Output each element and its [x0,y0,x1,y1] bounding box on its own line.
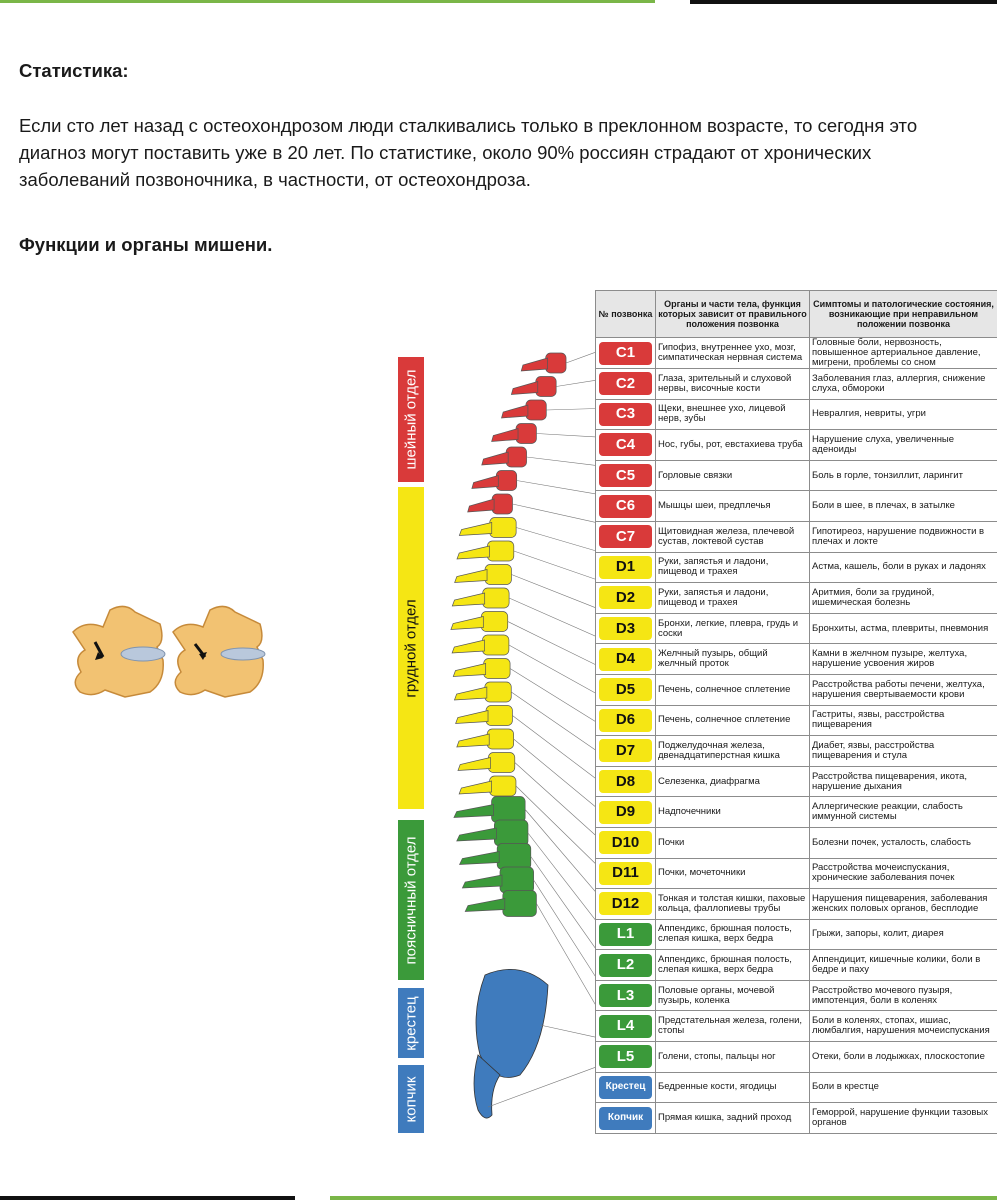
organs-cell: Печень, солнечное сплетение [656,705,810,736]
vertebra-badge: D9 [599,801,652,824]
organs-cell: Тонкая и толстая кишки, паховые кольца, фаллопиевы трубы [656,889,810,920]
organs-cell: Бедренные кости, ягодицы [656,1072,810,1103]
connector-line [509,598,598,637]
vertebra-badge: C2 [599,372,652,395]
vertebra-cell [596,889,656,920]
vertebra-cell [596,399,656,430]
organs-cell: Поджелудочная железа, двенадцатиперстная кишка [656,736,810,767]
vertebra-cell [596,613,656,644]
vertebra-body [484,659,510,679]
table-row [596,644,997,675]
table-row [596,889,997,920]
vertebra-process [462,875,502,888]
vertebra-body [481,612,507,632]
top-black-bar [690,0,997,4]
connector-line [534,880,598,981]
table-row [596,583,997,614]
sacrum-shape [476,969,548,1077]
symptoms-cell: Невралгия, невриты, угри [810,399,997,430]
bottom-black-bar [0,1196,295,1200]
vertebra-process [452,593,484,606]
vertebra-process [511,382,537,395]
vertebra-cell [596,491,656,522]
vertebra-cell [596,674,656,705]
symptoms-cell: Геморрой, нарушение функции тазовых органов [810,1103,997,1134]
table-row [596,460,997,491]
vertebra-badge: D11 [599,862,652,885]
connector-line [514,551,598,580]
symptoms-cell: Заболевания глаз, аллергия, снижение слуха, обмороки [810,369,997,400]
organs-cell: Почки, мочеточники [656,858,810,889]
vertebra-body [506,447,526,467]
connector-line [528,833,598,923]
vertebra-cell [596,858,656,889]
symptoms-cell: Боль в горле, тонзиллит, ларингит [810,460,997,491]
organs-cell: Голени, стопы, пальцы ног [656,1042,810,1073]
table-row [596,827,997,858]
connector-line [514,739,598,809]
vertebra-body [503,891,537,917]
vertebra-process [456,711,488,724]
organs-cell: Щитовидная железа, плечевой сустав, локтевой сустав [656,521,810,552]
vertebra-cell [596,338,656,369]
vertebra-body [492,797,526,823]
table-row [596,338,997,369]
table-row [596,766,997,797]
connector-line [566,351,598,363]
vertebra-badge: C7 [599,525,652,548]
vertebra-process [521,358,547,371]
symptoms-cell: Расстройство мочевого пузыря, импотенция, боли в коленях [810,980,997,1011]
connector-line [531,857,598,952]
vertebra-badge: D12 [599,892,652,915]
vertebra-cell [596,919,656,950]
vertebra-cell [596,644,656,675]
vertebra-body [488,753,514,773]
vertebra-cell [596,369,656,400]
connector-line [513,504,599,523]
vertebra-process [455,570,487,583]
symptoms-cell: Болезни почек, усталость, слабость [810,827,997,858]
table-row [596,430,997,461]
table-header-row [596,291,997,338]
vertebra-process [460,852,500,865]
symptoms-cell: Астма, кашель, боли в руках и ладонях [810,552,997,583]
vertebra-body [485,682,511,702]
vertebra-cell [596,521,656,552]
table-row [596,613,997,644]
header-symptoms: Симптомы и патологические состояния, возникающие при неправильном положении позвонка [810,291,997,338]
vertebra-body [546,353,566,373]
vertebra-process [457,734,489,747]
vertebra-cell [596,552,656,583]
connector-line [540,1025,598,1038]
label-coccyx-text: копчик [402,1076,420,1122]
organs-cell: Предстательная железа, голени, стопы [656,1011,810,1042]
table-row [596,674,997,705]
organs-cell: Половые органы, мочевой пузырь, коленка [656,980,810,1011]
vertebra-badge: D10 [599,831,652,854]
symptoms-cell: Боли в коленях, стопах, ишиас, люмбалгия, нарушения мочеиспускания [810,1011,997,1042]
vertebra-body [516,424,536,444]
connector-line [527,457,598,466]
table-row [596,858,997,889]
table-row [596,521,997,552]
organs-cell: Щеки, внешнее ухо, лицевой нерв, зубы [656,399,810,430]
connector-line [516,528,598,552]
vertebra-process [457,546,489,559]
vertebra-process [502,405,528,418]
connector-line [512,716,598,781]
table-row [596,369,997,400]
table-row [596,552,997,583]
connector-line [536,434,598,438]
vertebra-process [451,617,483,630]
organs-cell: Аппендикс, брюшная полость, слепая кишка, верх бедра [656,919,810,950]
connector-line [510,669,598,724]
symptoms-cell: Грыжи, запоры, колит, диарея [810,919,997,950]
organs-cell: Бронхи, легкие, плевра, грудь и соски [656,613,810,644]
vertebra-body [526,400,546,420]
organs-cell: Аппендикс, брюшная полость, слепая кишка, верх бедра [656,950,810,981]
vertebra-table [595,290,997,1134]
connector-line [509,645,598,695]
organs-cell: Селезенка, диафрагма [656,766,810,797]
label-thoracic-text: грудной отдел [402,598,420,698]
symptoms-cell: Нарушения пищеварения, заболевания женских половых органов, бесплодие [810,889,997,920]
vertebra-process [459,523,491,536]
statistics-line-1: Если сто лет назад с остеохондрозом люди сталкивались только в преклонном возрасте, то сегодня это [19,115,918,136]
organs-cell: Руки, запястья и ладони, пищевод и трахея [656,552,810,583]
vertebra-body [485,565,511,585]
symptoms-cell: Боли в шее, в плечах, в затылке [810,491,997,522]
header-vertebra: № позвонка [596,291,656,338]
vertebra-badge: L2 [599,954,652,977]
connector-line [525,810,598,895]
vertebra-cell [596,1103,656,1134]
spine-figure [0,285,997,1135]
vertebra-cell [596,827,656,858]
vertebra-body [496,471,516,491]
organs-cell: Глаза, зрительный и слуховой нервы, височные кости [656,369,810,400]
vertebra-badge: D3 [599,617,652,640]
symptoms-cell: Расстройства мочеиспускания, хронические заболевания почек [810,858,997,889]
vertebra-badge: D4 [599,648,652,671]
organs-cell: Печень, солнечное сплетение [656,674,810,705]
vertebra-process [468,499,494,512]
vertebra-process [492,429,518,442]
connector-line [517,481,598,495]
symptoms-cell: Расстройства работы печени, желтуха, нарушения свертываемости крови [810,674,997,705]
vertebra-process [472,476,498,489]
functions-heading: Функции и органы мишени. [19,234,273,255]
table-row [596,1042,997,1073]
vertebra-process [458,758,490,771]
vertebra-badge: D8 [599,770,652,793]
organs-cell: Надпочечники [656,797,810,828]
table-row [596,399,997,430]
vertebra-cell [596,460,656,491]
table-row [596,491,997,522]
vertebra-cell [596,430,656,461]
label-lumbar-text: поясничный отдел [402,836,420,964]
table-row [596,950,997,981]
vertebra-body [494,820,528,846]
vertebra-body [487,541,513,561]
vertebra-cell [596,705,656,736]
vertebra-cell [596,1011,656,1042]
vertebra-cell [596,736,656,767]
vertebra-badge: C4 [599,433,652,456]
connector-line [556,380,598,387]
vertebra-cell [596,766,656,797]
organs-cell: Нос, губы, рот, евстахиева труба [656,430,810,461]
vertebra-badge: C5 [599,464,652,487]
vertebra-process [454,805,494,818]
vertebra-process [453,664,485,677]
vertebra-badge: L3 [599,984,652,1007]
vertebra-badge: C6 [599,495,652,518]
symptoms-cell: Нарушение слуха, увеличенные аденоиды [810,430,997,461]
vertebra-badge: C1 [599,342,652,365]
vertebra-body [483,588,509,608]
vertebra-badge: D6 [599,709,652,732]
symptoms-cell: Гипотиреоз, нарушение подвижности в плечах и локте [810,521,997,552]
symptoms-cell: Расстройства пищеварения, икота, нарушение дыхания [810,766,997,797]
vertebra-badge: Крестец [599,1076,652,1099]
vertebra-body [490,776,516,796]
vertebra-process [457,828,497,841]
organs-cell: Почки [656,827,810,858]
symptoms-cell: Головные боли, нервозность, повышенное артериальное давление, мигрени, проблемы со сном [810,338,997,369]
vertebra-badge: D2 [599,586,652,609]
vertebra-badge: D1 [599,556,652,579]
vertebra-body [492,494,512,514]
table-row [596,797,997,828]
table-row [596,705,997,736]
vertebra-badge: D7 [599,739,652,762]
vertebra-cell [596,1072,656,1103]
connector-line [508,622,598,666]
organs-cell: Горловые связки [656,460,810,491]
table-row [596,1103,997,1134]
vertebra-body [487,729,513,749]
symptoms-cell: Отеки, боли в лодыжках, плоскостопие [810,1042,997,1073]
vertebra-body [490,518,516,538]
table-row [596,980,997,1011]
organs-cell: Желчный пузырь, общий желчный проток [656,644,810,675]
vertebra-process [454,687,486,700]
connector-line [511,692,598,752]
table-row [596,919,997,950]
vertebra-body [483,635,509,655]
statistics-heading: Статистика: [19,60,129,81]
vertebra-body [536,377,556,397]
vertebra-process [465,899,505,912]
vertebra-badge: Копчик [599,1107,652,1130]
vertebra-cell [596,1042,656,1073]
vertebra-badge: C3 [599,403,652,426]
vertebra-badge: L4 [599,1015,652,1038]
vertebra-badge: L1 [599,923,652,946]
connector-line [546,409,598,411]
table-row [596,1011,997,1042]
vertebra-process [459,781,491,794]
symptoms-cell: Диабет, язвы, расстройства пищеварения и стула [810,736,997,767]
vertebra-badge: D5 [599,678,652,701]
symptoms-cell: Камни в желчном пузыре, желтуха, нарушение усвоения жиров [810,644,997,675]
label-sacrum-text: крестец [402,995,420,1051]
statistics-line-2: диагноз могут поставить уже в 20 лет. По статистике, около 90% россиян страдают от хронических [19,142,872,163]
vertebra-badge: L5 [599,1045,652,1068]
vertebra-cell [596,583,656,614]
symptoms-cell: Аллергические реакции, слабость иммунной системы [810,797,997,828]
top-green-bar [0,0,655,3]
table-row [596,1072,997,1103]
vertebra-body [486,706,512,726]
organs-cell: Мышцы шеи, предплечья [656,491,810,522]
statistics-line-3: заболеваний позвоночника, в частности, от остеохондроза. [19,169,531,190]
symptoms-cell: Боли в крестце [810,1072,997,1103]
organs-cell: Руки, запястья и ладони, пищевод и трахея [656,583,810,614]
symptoms-cell: Аритмия, боли за грудиной, ишемическая болезнь [810,583,997,614]
bottom-green-bar [330,1196,997,1200]
symptoms-cell: Гастриты, язвы, расстройства пищеварения [810,705,997,736]
vertebra-cell [596,950,656,981]
statistics-paragraph [19,112,997,193]
symptoms-cell: Аппендицит, кишечные колики, боли в бедре и паху [810,950,997,981]
symptoms-cell: Бронхиты, астма, плевриты, пневмония [810,613,997,644]
vertebra-cell [596,797,656,828]
label-cervical-text: шейный отдел [402,369,420,470]
organs-cell: Гипофиз, внутреннее ухо, мозг, симпатическая нервная система [656,338,810,369]
vertebra-process [452,640,484,653]
vertebra-body [497,844,531,870]
organs-cell: Прямая кишка, задний проход [656,1103,810,1134]
header-organs: Органы и части тела, функция которых зависит от правильного положения позвонка [656,291,810,338]
vertebra-cell [596,980,656,1011]
table-row [596,736,997,767]
vertebra-process [482,452,508,465]
connector-line [511,575,598,609]
vertebra-body [500,867,534,893]
